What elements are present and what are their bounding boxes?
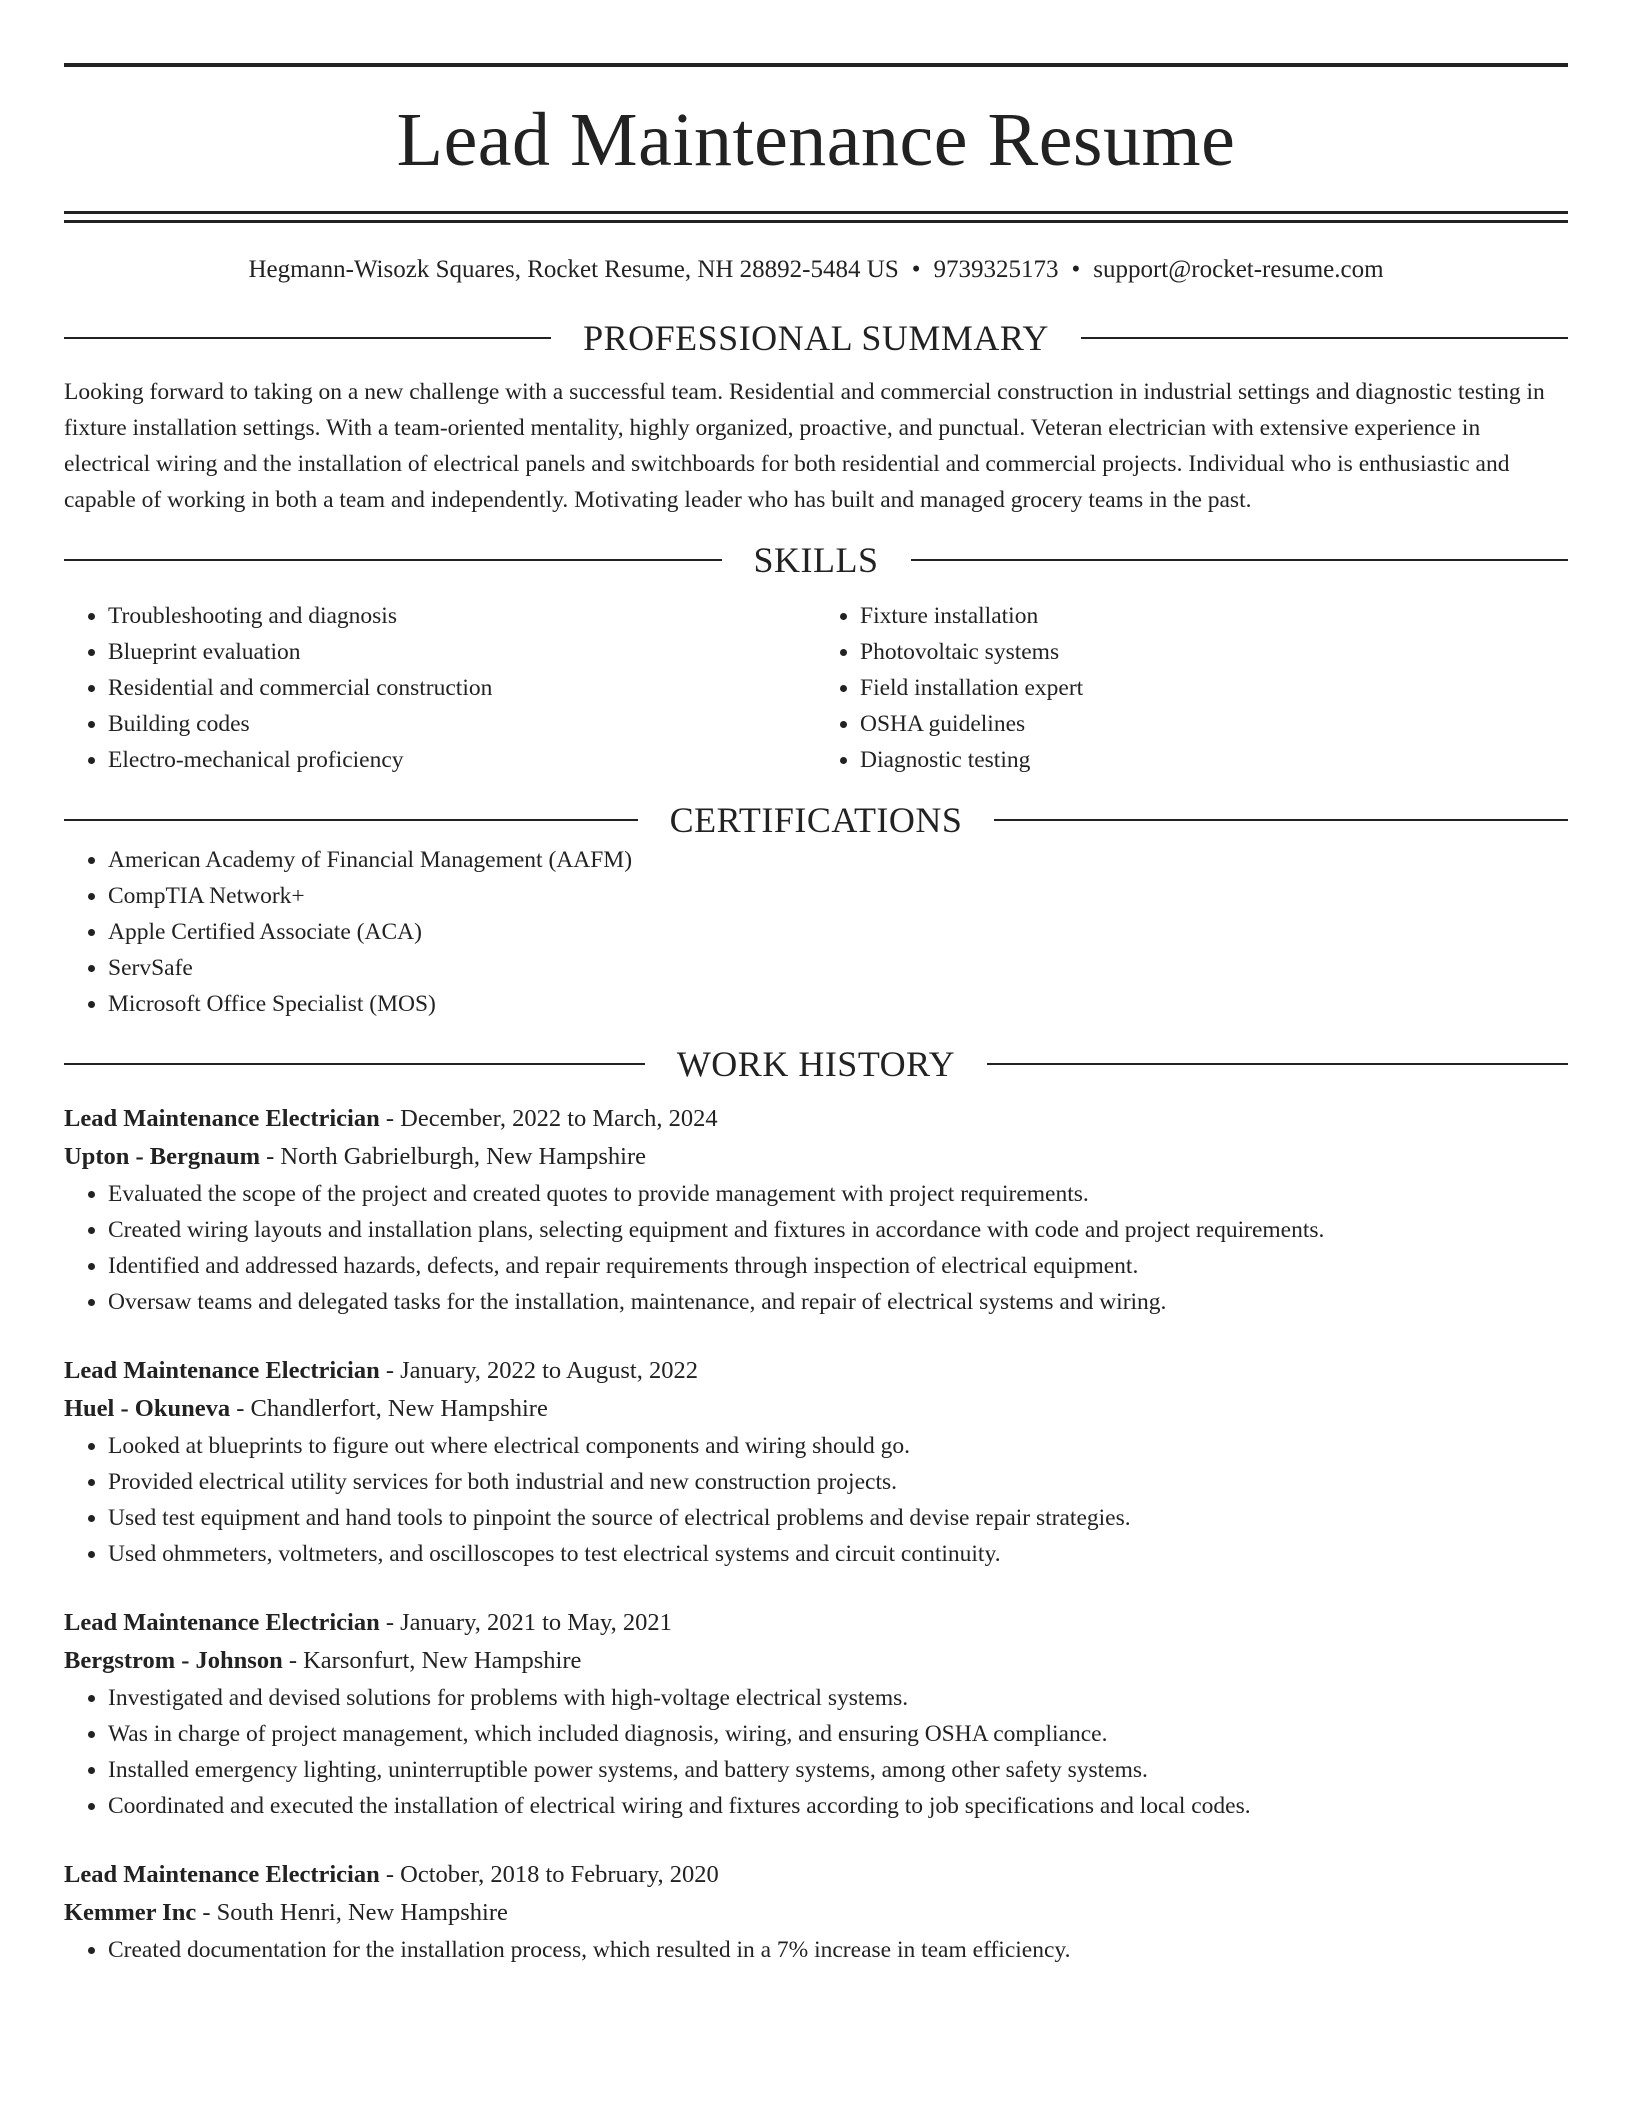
section-rule-right xyxy=(987,1063,1568,1065)
contact-email: support@rocket-resume.com xyxy=(1093,256,1384,283)
section-rule-left xyxy=(64,1063,645,1065)
job-spacer xyxy=(64,1572,1568,1604)
job-company: Bergstrom - Johnson xyxy=(64,1647,283,1674)
list-item: • Identified and addressed hazards, defects, and repair requirements through inspection of electrical equipment. xyxy=(108,1248,1568,1284)
list-item: • Electro-mechanical proficiency xyxy=(108,742,816,778)
top-rule xyxy=(64,63,1568,67)
job-spacer xyxy=(64,1320,1568,1352)
list-item: • Investigated and devised solutions for problems with high-voltage electrical systems. xyxy=(108,1680,1568,1716)
job-title-line xyxy=(64,1604,1568,1642)
list-item: • American Academy of Financial Management (AAFM) xyxy=(108,842,1568,878)
skills-list-left xyxy=(64,598,816,778)
list-item: • Troubleshooting and diagnosis xyxy=(108,598,816,634)
section-rule-right xyxy=(1081,337,1568,339)
job-dates: - January, 2021 to May, 2021 xyxy=(379,1609,672,1636)
job-location: - Karsonfurt, New Hampshire xyxy=(282,1647,582,1674)
section-rule-left xyxy=(64,337,551,339)
section-rule-right xyxy=(911,559,1569,561)
job-title: Lead Maintenance Electrician xyxy=(64,1357,380,1384)
section-header-work-history xyxy=(64,1042,1568,1086)
contact-address: Hegmann-Wisozk Squares, Rocket Resume, NH 28892-5484 US xyxy=(248,256,899,283)
job-entry xyxy=(64,1352,1568,1572)
list-item: • Coordinated and executed the installation of electrical wiring and fixtures according to job specifications and local codes. xyxy=(108,1788,1568,1824)
list-item: • Photovoltaic systems xyxy=(860,634,1568,670)
job-company-line xyxy=(64,1642,1568,1680)
resume-page xyxy=(64,0,1568,1968)
job-company: Upton - Bergnaum xyxy=(64,1143,261,1170)
list-item: • Provided electrical utility services for both industrial and new construction projects. xyxy=(108,1464,1568,1500)
job-bullets xyxy=(64,1176,1568,1320)
title-double-rule xyxy=(64,211,1568,223)
job-bullets xyxy=(64,1428,1568,1572)
job-company-line xyxy=(64,1894,1568,1932)
list-item: • Used ohmmeters, voltmeters, and oscilloscopes to test electrical systems and circuit continuity. xyxy=(108,1536,1568,1572)
contact-separator: • xyxy=(911,256,921,283)
list-item: • CompTIA Network+ xyxy=(108,878,1568,914)
summary-paragraph: Looking forward to taking on a new challenge with a successful team. Residential and commercial construction in industrial settings and diagnostic testing in fixture installation settings. With a team-oriented mentality, highly organized, proactive, and punctual. Veteran electrician with extensive experience in electrical wiring and the installation of electrical panels and switchboards for both residential and commercial projects. Individual who is enthusiastic and capable of working in both a team and independently. Motivating leader who has built and managed grocery teams in the past. xyxy=(64,379,1545,513)
list-item: • Created documentation for the installation process, which resulted in a 7% increase in team efficiency. xyxy=(108,1932,1568,1968)
section-header-certifications xyxy=(64,798,1568,842)
list-item: • Created wiring layouts and installation plans, selecting equipment and fixtures in accordance with code and project requirements. xyxy=(108,1212,1568,1248)
job-location: - Chandlerfort, New Hampshire xyxy=(230,1395,548,1422)
list-item: • Evaluated the scope of the project and created quotes to provide management with project requirements. xyxy=(108,1176,1568,1212)
certifications-list xyxy=(64,842,1568,1022)
skills-list-right xyxy=(816,598,1568,778)
contact-line xyxy=(64,254,1568,286)
section-rule-left xyxy=(64,559,722,561)
list-item: • Used test equipment and hand tools to pinpoint the source of electrical problems and devise repair strategies. xyxy=(108,1500,1568,1536)
job-title-line xyxy=(64,1856,1568,1894)
job-company-line xyxy=(64,1138,1568,1176)
list-item: • Installed emergency lighting, uninterruptible power systems, and battery systems, among other safety systems. xyxy=(108,1752,1568,1788)
list-item: • Looked at blueprints to figure out where electrical components and wiring should go. xyxy=(108,1428,1568,1464)
section-title-summary: PROFESSIONAL SUMMARY xyxy=(583,318,1049,358)
job-entry xyxy=(64,1100,1568,1320)
job-bullets xyxy=(64,1680,1568,1824)
list-item: • Residential and commercial construction xyxy=(108,670,816,706)
work-history-list xyxy=(64,1100,1568,1968)
resume-title: Lead Maintenance Resume xyxy=(396,98,1236,182)
section-title-skills: SKILLS xyxy=(753,540,879,580)
job-title-line xyxy=(64,1100,1568,1138)
job-company: Huel - Okuneva xyxy=(64,1395,231,1422)
job-entry xyxy=(64,1856,1568,1968)
contact-separator: • xyxy=(1071,256,1081,283)
section-header-skills xyxy=(64,538,1568,582)
list-item: • Oversaw teams and delegated tasks for the installation, maintenance, and repair of electrical systems and wiring. xyxy=(108,1284,1568,1320)
list-item: • Building codes xyxy=(108,706,816,742)
list-item: • Fixture installation xyxy=(860,598,1568,634)
list-item: • OSHA guidelines xyxy=(860,706,1568,742)
skills-columns xyxy=(64,598,1568,778)
section-rule-right xyxy=(994,819,1568,821)
job-location: - North Gabrielburgh, New Hampshire xyxy=(260,1143,647,1170)
contact-phone: 9739325173 xyxy=(933,256,1059,283)
job-dates: - October, 2018 to February, 2020 xyxy=(379,1861,719,1888)
section-title-work-history: WORK HISTORY xyxy=(676,1044,956,1084)
list-item: • Microsoft Office Specialist (MOS) xyxy=(108,986,1568,1022)
list-item: • Field installation expert xyxy=(860,670,1568,706)
job-entry xyxy=(64,1604,1568,1824)
list-item: • Apple Certified Associate (ACA) xyxy=(108,914,1568,950)
job-spacer xyxy=(64,1824,1568,1856)
job-company: Kemmer Inc xyxy=(64,1899,197,1926)
job-title: Lead Maintenance Electrician xyxy=(64,1609,380,1636)
job-company-line xyxy=(64,1390,1568,1428)
job-title-line xyxy=(64,1352,1568,1390)
job-title: Lead Maintenance Electrician xyxy=(64,1861,380,1888)
job-title: Lead Maintenance Electrician xyxy=(64,1105,380,1132)
job-dates: - December, 2022 to March, 2024 xyxy=(379,1105,718,1132)
list-item: • Diagnostic testing xyxy=(860,742,1568,778)
job-dates: - January, 2022 to August, 2022 xyxy=(379,1357,698,1384)
job-location: - South Henri, New Hampshire xyxy=(196,1899,508,1926)
job-bullets xyxy=(64,1932,1568,1968)
section-title-certifications: CERTIFICATIONS xyxy=(669,800,963,840)
list-item: • Blueprint evaluation xyxy=(108,634,816,670)
list-item: • Was in charge of project management, which included diagnosis, wiring, and ensuring OSHA compliance. xyxy=(108,1716,1568,1752)
section-header-summary xyxy=(64,316,1568,360)
section-rule-left xyxy=(64,819,638,821)
list-item: • ServSafe xyxy=(108,950,1568,986)
